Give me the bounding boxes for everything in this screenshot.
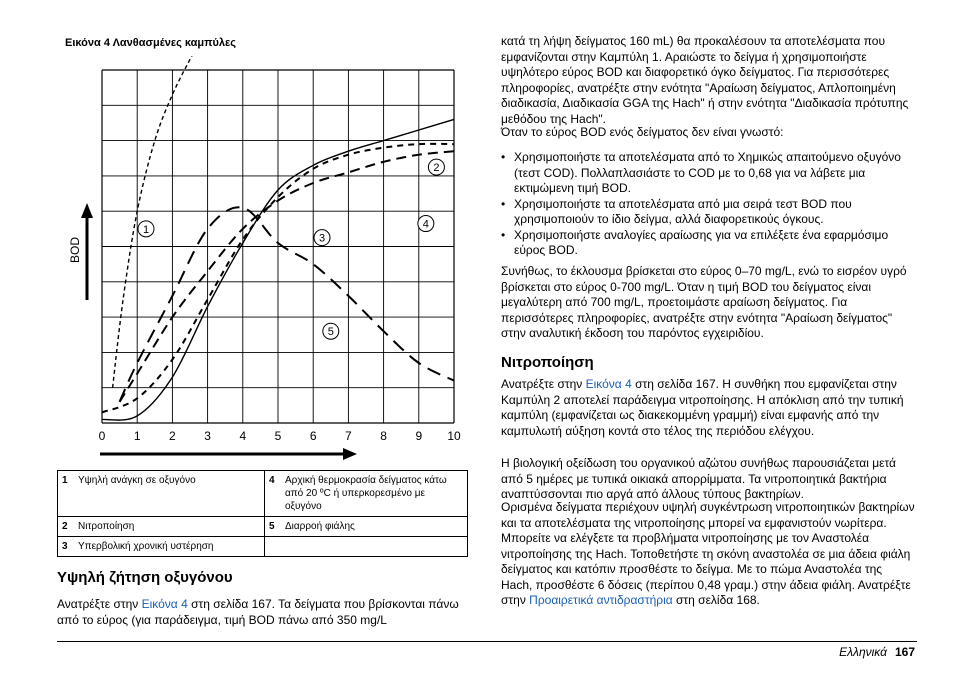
footer-language: Ελληνικά: [839, 645, 887, 659]
optional-reagents-link[interactable]: Προαιρετικά αντιδραστήρια: [529, 593, 673, 607]
paragraph: [57, 597, 467, 628]
curve-1: [113, 56, 208, 388]
list-item: • Χρησιμοποιήστε αναλογίες αραίωσης για να επιλέξετε ένα εφαρμόσιμο εύρος BOD.: [501, 228, 915, 259]
legend-text: Διαρροή φιάλης: [281, 517, 468, 537]
svg-text:4: 4: [422, 218, 429, 231]
paragraph: κατά τη λήψη δείγματος 160 mL) θα προκαλέσουν τα αποτελέσματα που εμφανίζονται στην Καμπύλη 1. Αραιώστε το δείγμα ή χρησιμοποιήστε υψηλότερο εύρος BOD και διαφορετικό όγκο δείγματος. Για περισσότερες πληροφορίες, ανατρέξτε στην ενότητα "Αραίωση δείγματος, Απλοποιημένη διαδικασία, Διαδικασία GGA της Hach" ή στην ενότητα "Διαδικασία πρότυπης μεθόδου της Hach".: [501, 34, 909, 126]
text: στη σελίδα 167. Τα δείγματα που βρίσκονται πάνω από το εύρος (για παράδειγμα, τιμή BOD πάνω από 350 mg/L: [57, 597, 459, 627]
x-tick-label: 7: [345, 429, 352, 443]
x-tick-label: 0: [98, 429, 106, 443]
svg-text:2: 2: [433, 162, 440, 175]
curve-marker-1: [138, 221, 154, 237]
page-number: 167: [894, 645, 915, 659]
x-tick-label: 4: [239, 429, 247, 443]
legend-num: 3: [58, 537, 75, 557]
x-tick-label: 3: [204, 429, 211, 443]
text: Ανατρέξτε στην: [501, 377, 586, 391]
text: Ανατρέξτε στην: [57, 597, 142, 611]
footer-divider: [57, 641, 917, 642]
legend-num: 1: [58, 471, 75, 517]
text: στη σελίδα 167. Η συνθήκη που εμφανίζεται στην Καμπύλη 2 αποτελεί παράδειγμα νιτροποίησης. Η απόκλιση από την τυπική καμπύλη (εμφανίζεται ως διακεκομμένη γραμμή) είναι εμφανής από την καμπυλωτή αύξηση κοντά στο τέλος της περιόδου ελέγχου.: [501, 377, 904, 438]
x-axis-arrow-head: [343, 448, 357, 460]
curve-5: [120, 207, 454, 401]
figure-link[interactable]: Εικόνα 4: [585, 377, 632, 391]
legend-num: 5: [265, 517, 282, 537]
curve-marker-2: [428, 159, 444, 175]
legend-num: 4: [265, 471, 282, 517]
x-tick-label: 1: [133, 429, 141, 443]
paragraph: Όταν το εύρος BOD ενός δείγματος δεν είναι γνωστό:: [501, 125, 784, 139]
svg-text:5: 5: [327, 326, 334, 339]
curve-marker-3: [314, 230, 330, 246]
page-footer: [839, 645, 915, 659]
legend-text: Νιτροποίηση: [74, 517, 265, 537]
figure-caption: Εικόνα 4 Λανθασμένες καμπύλες: [65, 37, 236, 49]
bullet-list: [501, 150, 915, 259]
section-heading-nitrification: Νιτροποίηση: [501, 354, 594, 371]
legend-text: Υπερβολική χρονική υστέρηση: [74, 537, 265, 557]
chart-grid: [102, 70, 454, 423]
x-tick-label: 8: [380, 429, 387, 443]
text: στη σελίδα 168.: [672, 593, 760, 607]
figure-link[interactable]: Εικόνα 4: [141, 597, 188, 611]
x-tick-label: 10: [447, 429, 461, 443]
text: Ορισμένα δείγματα περιέχουν υψηλή συγκέντρωση νιτροποιητικών βακτηρίων και τα αποτελέσματα της νιτροποίησης μπορεί να εμφανιστούν νωρίτερα. Μπορείτε να ελέγξετε τα προβλήματα νιτροποίησης με τον Αναστολέα νιτροποίησης της Hach. Τοποθετήστε τη σκόνη αναστολέα σε μια άδεια φιάλη δείγματος και κατόπιν προσθέστε το δείγμα. Με το πώμα Αναστολέα της Hach, προσθέστε 6 δόσεις (περίπου 0,48 γραμ.) στην άδεια φιάλη. Ανατρέξτε στην: [501, 500, 915, 607]
paragraph: Συνήθως, το έκλουσμα βρίσκεται στο εύρος 0–70 mg/L, ενώ το εισρέον υγρό βρίσκεται στο εύρος 0-700 mg/L. Όταν η τιμή BOD του δείγματος είναι μεγαλύτερη από 700 mg/L, προετοιμάστε αραίωση δείγματος. Για περισσότερες πληροφορίες, ανατρέξτε στην ενότητα "Αραίωση δείγματος" στην αναλυτική έκδοση του παρόντος εγχειριδίου.: [501, 264, 907, 340]
svg-text:3: 3: [318, 232, 326, 245]
legend-empty-cell: [265, 537, 468, 557]
x-tick-labels: [99, 429, 461, 443]
x-tick-label: 2: [169, 429, 176, 443]
section-heading-high-oxygen-demand: Υψηλή ζήτηση οξυγόνου: [57, 569, 233, 586]
legend-num: 2: [58, 517, 75, 537]
svg-text:1: 1: [142, 223, 150, 236]
x-tick-label: 6: [309, 429, 317, 443]
paragraph: [501, 377, 915, 439]
x-tick-label: 9: [415, 429, 423, 443]
figure-legend: [57, 470, 468, 557]
bod-curves-chart: [60, 56, 470, 466]
curve-marker-4: [418, 216, 434, 232]
list-item: • Χρησιμοποιήστε τα αποτελέσματα από μια σειρά τεστ BOD που χρησιμοποιούν το ίδιο δείγμα, αλλά διαφορετικούς όγκους.: [501, 197, 915, 228]
list-item: • Χρησιμοποιήστε τα αποτελέσματα από το Χημικώς απαιτούμενο οξυγόνο (τεστ COD). Πολλαπλασιάστε το COD με το 0,68 για να λάβετε μια εκτιμώμενη τιμή BOD.: [501, 150, 915, 197]
x-tick-label: 5: [274, 429, 282, 443]
y-axis-label: BOD: [68, 236, 82, 264]
paragraph: [501, 500, 915, 609]
legend-text: Υψηλή ανάγκη σε οξυγόνο: [74, 471, 265, 517]
paragraph: Η βιολογική οξείδωση του οργανικού αζώτου συνήθως παρουσιάζεται μετά από 5 ημέρες με τυπικά οικιακά απορρίμματα. Τα νιτροποιητικά βακτήρια αναπτύσσονται πιο αργά από άλλους τύπους βακτηρίων.: [501, 456, 896, 501]
y-axis-arrow-head: [81, 203, 93, 218]
curve-marker-5: [323, 323, 339, 339]
legend-text: Αρχική θερμοκρασία δείγματος κάτω από 20 ºC ή υπερκορεσμένο με οξυγόνο: [281, 471, 468, 517]
